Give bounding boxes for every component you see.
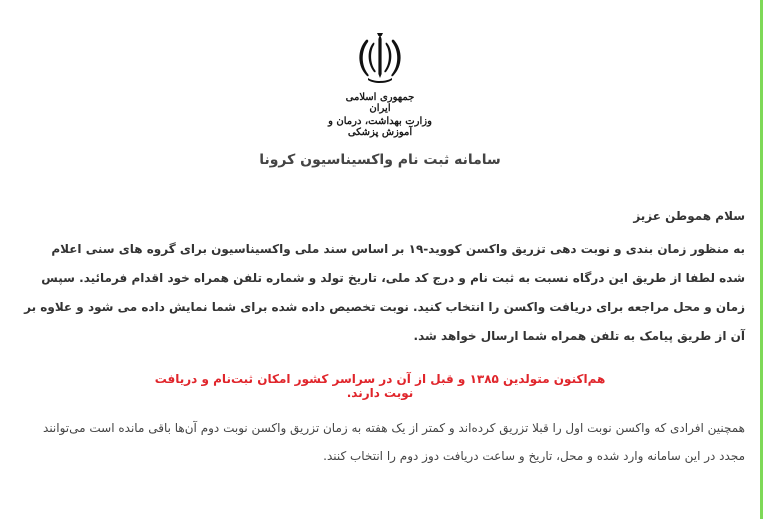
greeting: سلام هموطن عزیز (633, 209, 745, 223)
intro-paragraph: به منظور زمان بندی و نوبت دهی تزریق واکسن کووید-۱۹ بر اساس سند ملی واکسیناسیون برای گروه های سنی اعلام شده لطفا از طریق این درگاه نسبت به ثبت نام و درج کد ملی، تاریخ تولد و شماره تلفن همراه خود اقدام فرمائید. سپس زمان و محل مراجعه برای دریافت واکسن را انتخاب کنید. نوبت تخصیص داده شده برای شما نمایش داده می شود و علاوه بر آن از طریق پیامک به تلفن همراه شما ارسال خواهد شد. (24, 242, 745, 343)
eligibility-notice: هم‌اکنون متولدین ۱۳۸۵ و قبل از آن در سراسر کشور امکان ثبت‌نام و دریافت نوبت دارند. (154, 372, 606, 400)
ministry-name: وزارت بهداشت، درمان و آموزش پزشکی (328, 116, 432, 138)
page-title: سامانه ثبت نام واکسیناسیون کرونا (259, 152, 501, 168)
second-dose-paragraph: همچنین افرادی که واکسن نوبت اول را قبلا تزریق کرده‌اند و کمتر از یک هفته به زمان تزریق واکسن نوبت دوم آن‌ها باقی مانده است می‌توانند مجدد در این سامانه وارد شده و محل، تاریخ و ساعت دریافت دوز دوم را انتخاب کنند. (43, 421, 745, 463)
iran-emblem-icon (354, 30, 406, 86)
government-name: جمهوری اسلامی ایران (345, 92, 415, 114)
